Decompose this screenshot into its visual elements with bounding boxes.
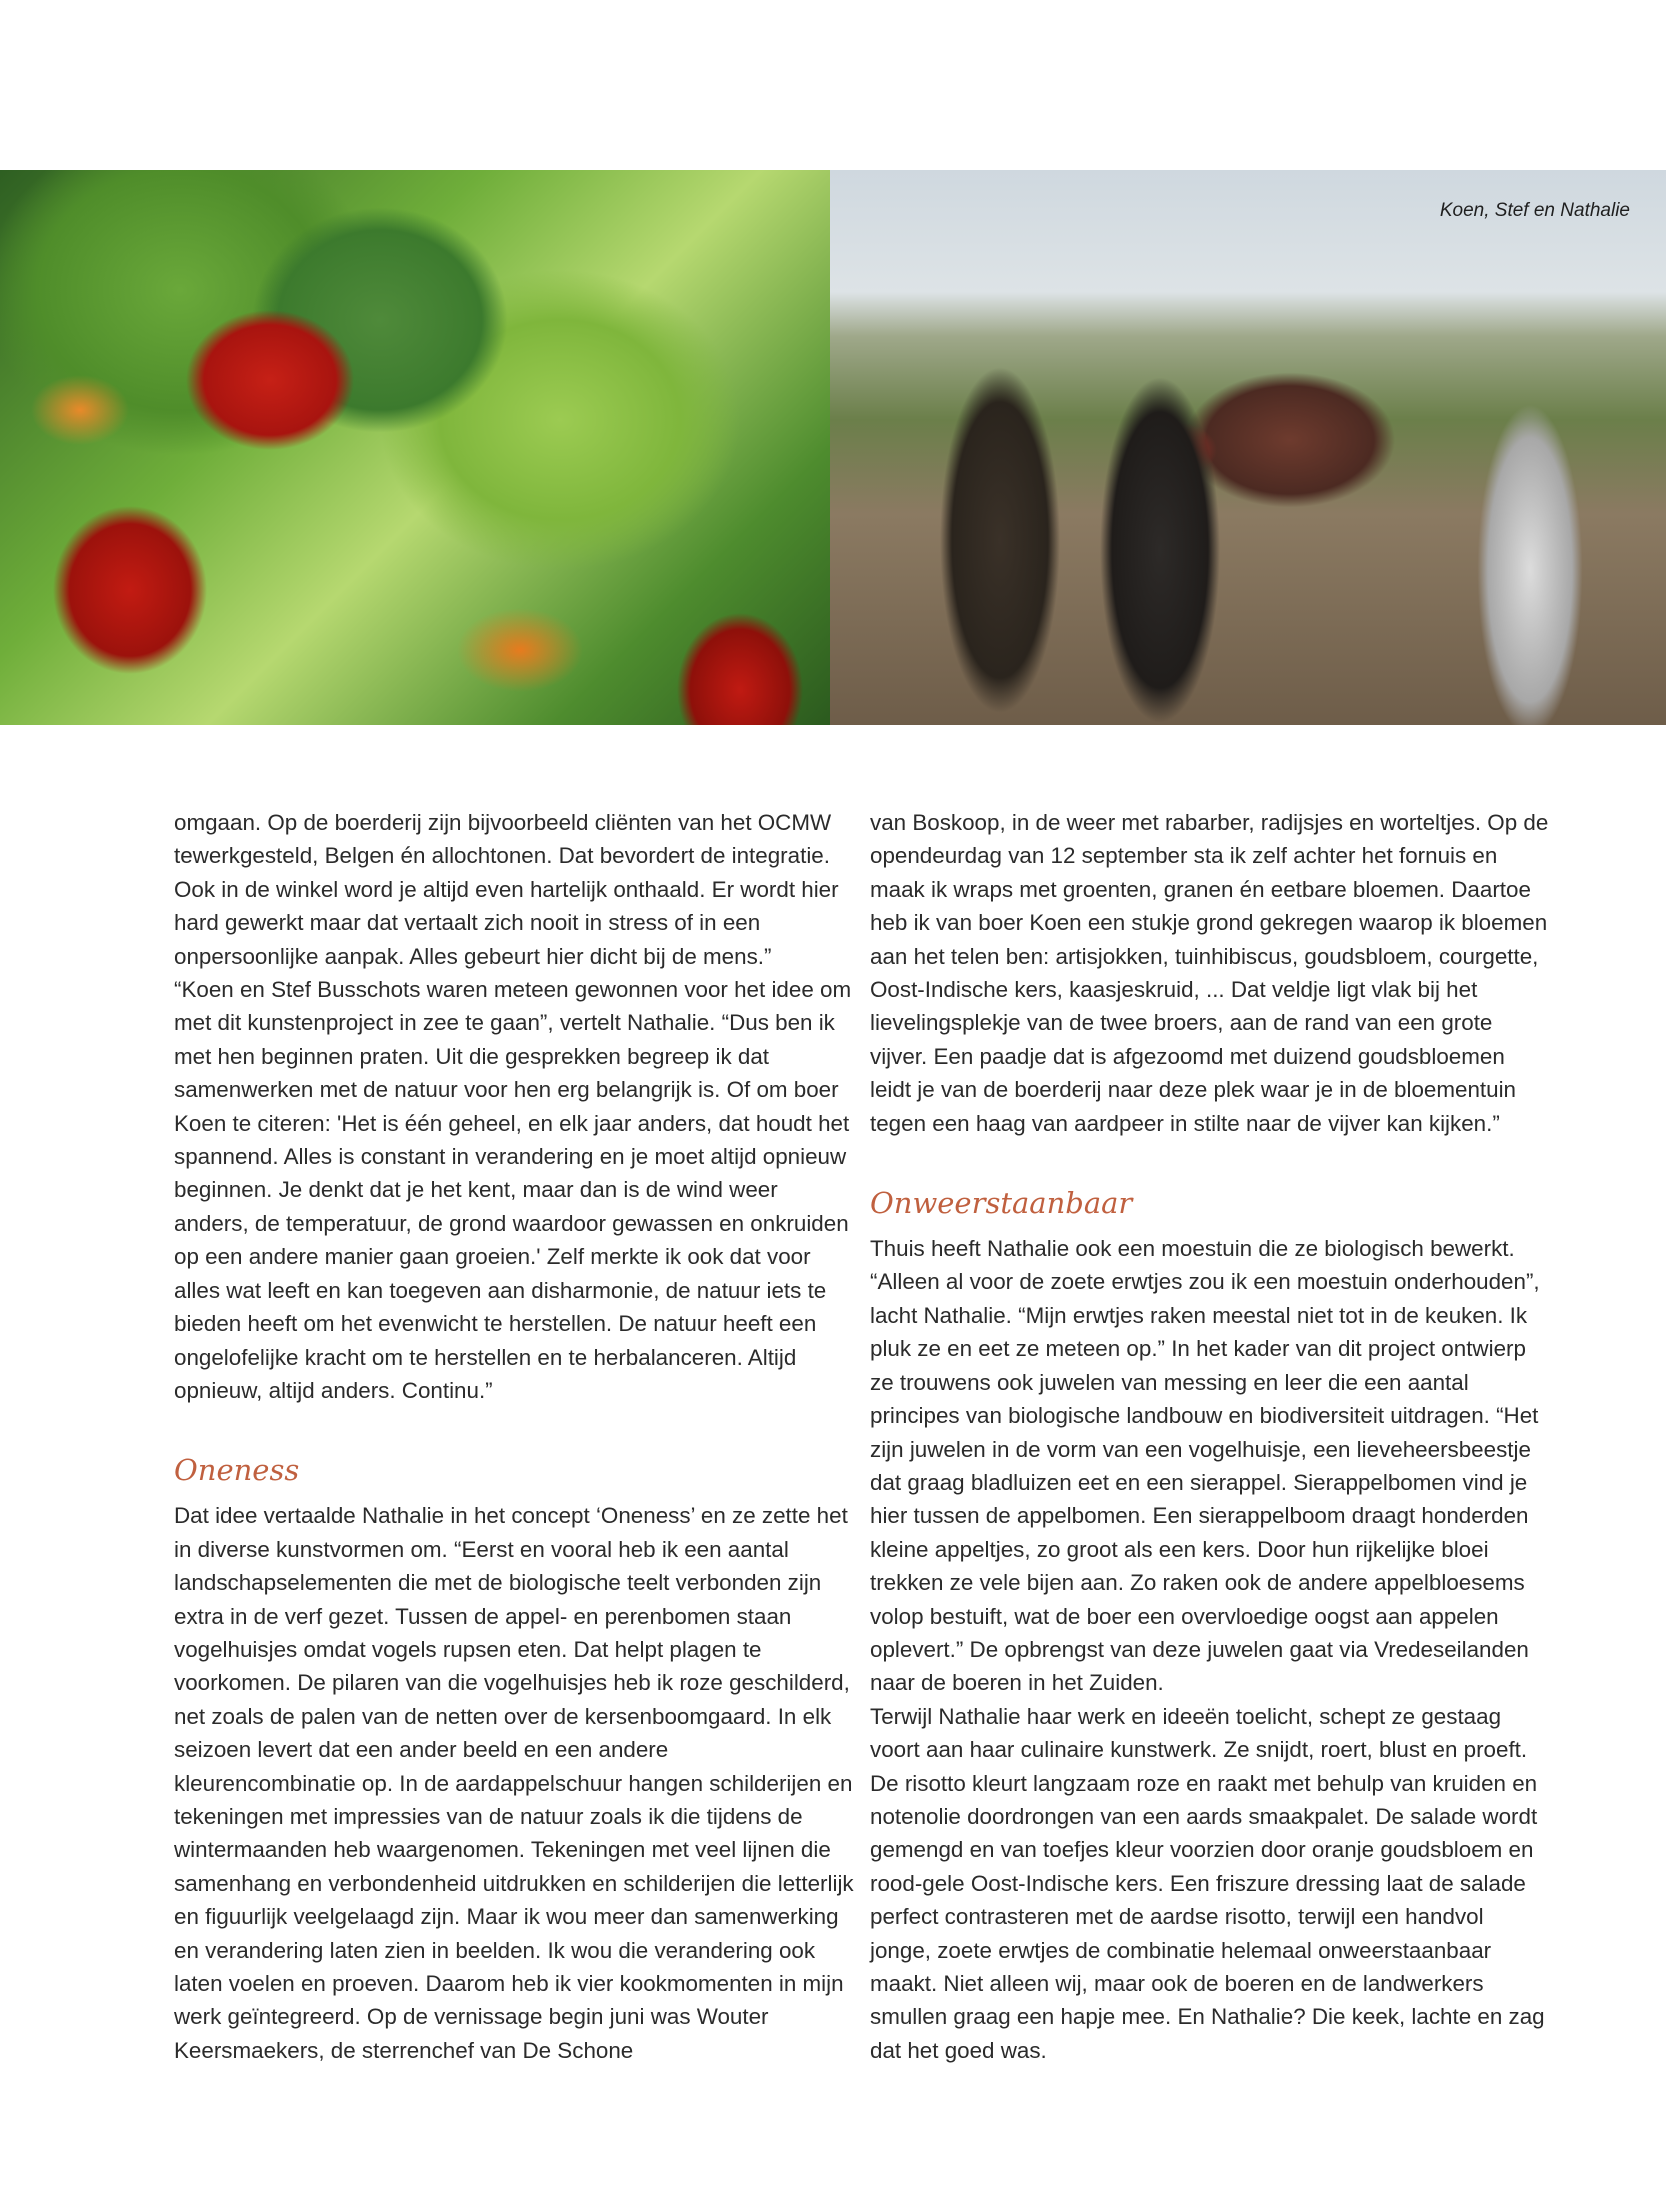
body-paragraph: Terwijl Nathalie haar werk en ideeën toelicht, schept ze gestaag voort aan haar culinaire kunstwerk. Ze snijdt, roert, blust en proeft. De risotto kleurt langzaam roze en raakt met behulp van kruiden en notenolie doordrongen van een aards smaakpalet. De salade wordt gemengd en van toefjes kleur voorzien door oranje goudsbloem en rood-gele Oost-Indische kers. Een friszure dressing laat de salade perfect contrasteren met de aardse risotto, terwijl een handvol jonge, zoete erwtjes de combinatie helemaal onweerstaanbaar maakt. Niet alleen wij, maar ook de boeren en de landwerkers smullen graag een hapje mee. En Nathalie? Die keek, lachte en zag dat het goed was. — [870, 1703, 1545, 2063]
body-paragraph: Dat idee vertaalde Nathalie in het concept ‘Oneness’ en ze zette het in diverse kunstvormen om. “Eerst en vooral heb ik een aantal landschapselementen die met de biologische teelt verbonden zijn extra in de verf gezet. Tussen de appel- en perenbomen staan vogelhuisjes omdat vogels rupsen eten. Dat helpt plagen te voorkomen. De pilaren van die vogelhuisjes heb ik roze geschilderd, net zoals de palen van de netten over de kersenboomgaard. In elk seizoen levert dat een ander beeld en een andere kleurencombinatie op. In de aardappelschuur hangen schilderijen en tekeningen met impressies van de natuur zoals ik die tijdens de wintermaanden heb waargenomen. Tekeningen met veel lijnen die samenhang en verbondenheid uitdrukken en schilderijen die letterlijk en figuurlijk veelgelaagd zijn. Maar ik wou meer dan samenwerking en verandering laten zien in beelden. Ik wou die verandering ook laten voelen en proeven. Daarom heb ik vier kookmomenten in mijn werk geïntegreerd. Op de vernissage begin juni was Wouter Keersmaekers, de sterrenchef van De Schone — [174, 1503, 854, 2063]
right-column — [870, 806, 1550, 2067]
salad-with-nasturtium-flowers-photo-icon — [0, 170, 830, 725]
section-heading-oneness: Oneness — [174, 1453, 300, 1488]
salad-photo — [0, 170, 830, 725]
photo-caption: Koen, Stef en Nathalie — [1439, 200, 1630, 221]
section-heading-onweerstaanbaar: Onweerstaanbaar — [870, 1186, 1133, 1221]
body-paragraph: omgaan. Op de boerderij zijn bijvoorbeeld cliënten van het OCMW tewerkgesteld, Belgen én allochtonen. Dat bevordert de integratie. Ook in de winkel word je altijd even hartelijk onthaald. Er wordt hier hard gewerkt maar dat vertaalt zich nooit in stress of in een onpersoonlijke aanpak. Alles gebeurt hier dicht bij de mens.” — [174, 810, 839, 969]
three-farmers-in-field-photo-icon — [830, 170, 1666, 725]
left-column — [174, 806, 854, 2067]
body-paragraph: van Boskoop, in de weer met rabarber, radijsjes en worteltjes. Op de opendeurdag van 12 september sta ik zelf achter het fornuis en maak ik wraps met groenten, granen én eetbare bloemen. Daartoe heb ik van boer Koen een stukje grond gekregen waarop ik bloemen aan het telen ben: artisjokken, tuinhibiscus, goudsbloem, courgette, Oost-Indische kers, kaasjeskruid, ... Dat veldje ligt vlak bij het lievelingsplekje van de twee broers, aan de rand van een grote vijver. Een paadje dat is afgezoomd met duizend goudsbloemen leidt je van de boerderij naar deze plek waar je in de bloementuin tegen een haag van aardpeer in stilte naar de vijver kan kijken.” — [870, 810, 1549, 1136]
farmers-photo — [830, 170, 1666, 725]
body-paragraph: “Koen en Stef Busschots waren meteen gewonnen voor het idee om met dit kunstenproject in zee te gaan”, vertelt Nathalie. “Dus ben ik met hen beginnen praten. Uit die gesprekken begreep ik dat samenwerken met de natuur voor hen erg belangrijk is. Of om boer Koen te citeren: 'Het is één geheel, en elk jaar anders, dat houdt het spannend. Alles is constant in verandering en je moet altijd opnieuw beginnen. Je denkt dat je het kent, maar dan is de wind weer anders, de temperatuur, de grond waardoor gewassen en onkruiden op een andere manier gaan groeien.' Zelf merkte ik ook dat voor alles wat leeft en kan toegeven aan disharmonie, de natuur iets te bieden heeft om het evenwicht te herstellen. De natuur heeft een ongelofelijke kracht om te herstellen en te herbalanceren. Altijd opnieuw, altijd anders. Continu.” — [174, 977, 852, 1403]
body-paragraph: Thuis heeft Nathalie ook een moestuin die ze biologisch bewerkt. “Alleen al voor de zoete erwtjes zou ik een moestuin onderhouden”, lacht Nathalie. “Mijn erwtjes raken meestal niet tot in de keuken. Ik pluk ze en eet ze meteen op.” In het kader van dit project ontwierp ze trouwens ook juwelen van messing en leer die een aantal principes van biologische landbouw en biodiversiteit uitdragen. “Het zijn juwelen in de vorm van een vogelhuisje, een lieveheersbeestje dat graag bladluizen eet en een sierappel. Sierappelbomen vind je hier tussen de appelbomen. Een sierappelboom draagt honderden kleine appeltjes, zo groot als een kers. Door hun rijkelijke bloei trekken ze vele bijen aan. Zo raken ook de andere appelbloesems volop bestuift, wat de boer een overvloedige oogst aan appelen oplevert.” De opbrengst van deze juwelen gaat via Vredeseilanden naar de boeren in het Zuiden. — [870, 1236, 1540, 1696]
